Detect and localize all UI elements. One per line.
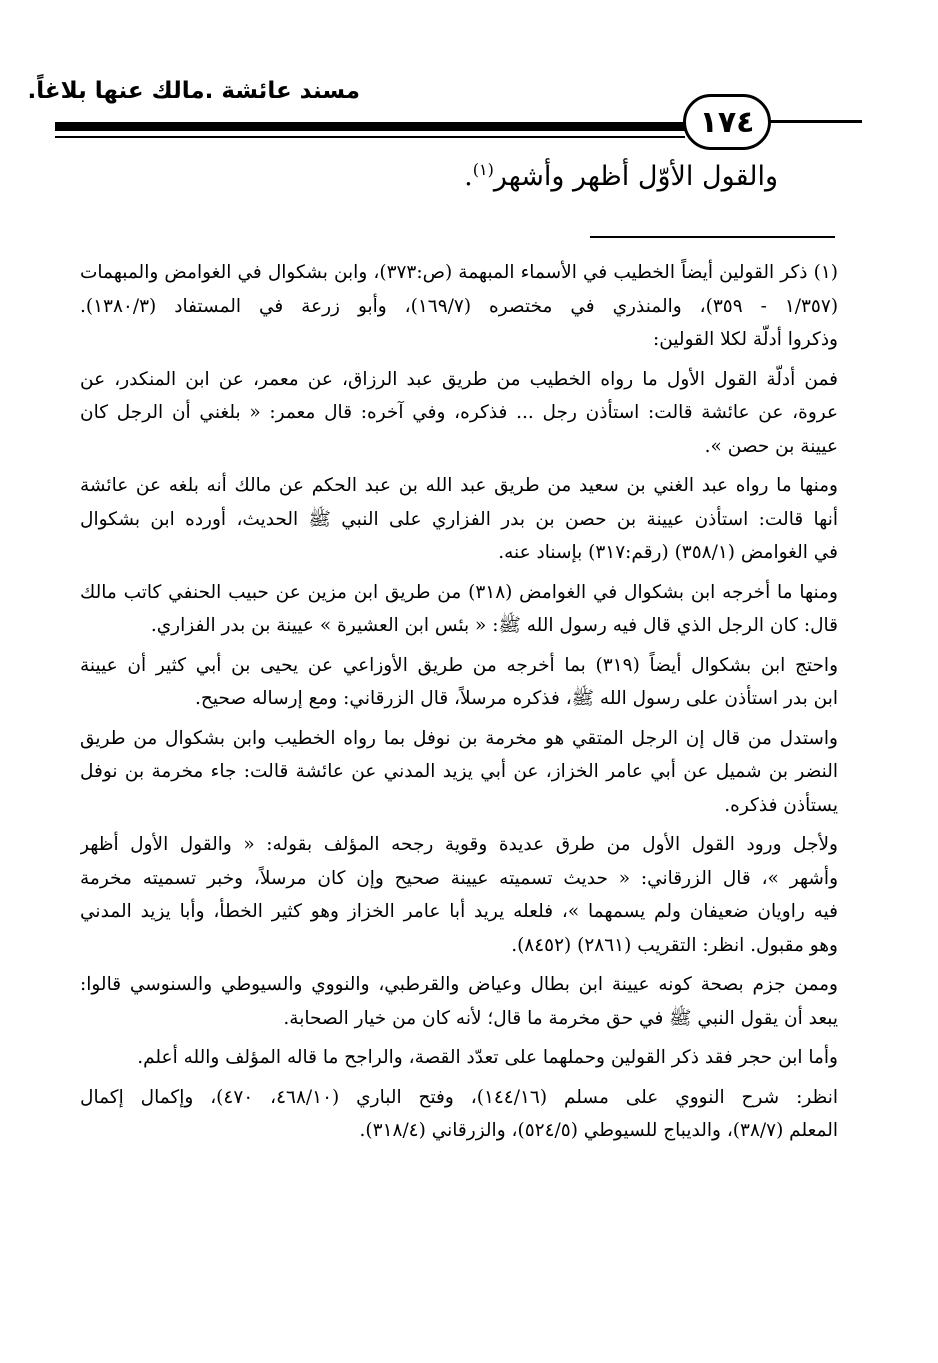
footnote-line: وهو مقبول. انظر: التقريب (٢٨٦١) (٨٤٥٢). [511, 934, 838, 956]
footnote-line: عيينة بن حصن ». [704, 435, 838, 457]
footnote-line: وأشهر »، قال الزرقاني: « حديث تسميته عيينة صحيح وإن كان مرسلاً، وخبر تسميته مخرمة [80, 867, 838, 889]
header-rule-thin [55, 136, 685, 138]
footnote-paragraph [80, 1081, 838, 1148]
main-text [178, 160, 778, 192]
footnote-line: انظر: شرح النووي على مسلم (١٤٤/١٦)، وفتح الباري (٤٦٨/١٠، ٤٧٠)، وإكمال إكمال [80, 1086, 838, 1108]
footnote-line: فمن أدلّة القول الأول ما رواه الخطيب من طريق عبد الرزاق، عن معمر، عن ابن المنكدر، عن [80, 368, 838, 390]
footnote-paragraph [80, 649, 838, 716]
footnote-line: ولأجل ورود القول الأول من طرق عديدة وقوية رجحه المؤلف بقوله: « والقول الأول أظهر [80, 834, 838, 855]
header-rule-right [762, 120, 862, 123]
footnote-line: عروة، عن عائشة قالت: استأذن رجل ... فذكره، وفي آخره: قال معمر: « بلغني أن الرجل كان [80, 402, 838, 423]
footnotes [80, 256, 838, 1148]
footnote-paragraph [80, 576, 838, 643]
page-number: ١٧٤ [699, 104, 755, 140]
footnote-line: وذكروا أدلّة لكلا القولين: [653, 329, 838, 350]
footnote-line: ومنها ما رواه عبد الغني بن سعيد من طريق عبد الله بن عبد الحكم عن مالك أنه بلغه عن عائشة [80, 475, 838, 496]
running-header-title: مسند عائشة .مالك عنها بلاغاً. [27, 78, 360, 104]
footnote-paragraph [80, 722, 838, 823]
footnote-line: أنها قالت: استأذن عيينة بن حصن بن بدر الفزاري على النبي ﷺ الحديث، أورده ابن بشكوال [80, 508, 838, 530]
footnote-paragraph [80, 256, 838, 357]
footnote-line: المعلم (٣٨/٧)، والديباج للسيوطي (٥٢٤/٥)، والزرقاني (٣١٨/٤). [359, 1120, 838, 1141]
footnote-paragraph [80, 968, 838, 1035]
footnote-line: (١) ذكر القولين أيضاً الخطيب في الأسماء المبهمة (ص:٣٧٣)، وابن بشكوال في الغوامض والمبهمات [80, 262, 838, 283]
footnote-paragraph [80, 828, 838, 962]
footnote-line: ابن بدر استأذن على رسول الله ﷺ، فذكره مرسلاً، قال الزرقاني: ومع إرساله صحيح. [195, 688, 838, 709]
main-text-content: والقول الأوّل أظهر وأشهر [493, 161, 778, 192]
footnote-line: (١/٣٥٧ - ٣٥٩)، والمنذري في مختصره (١٦٩/٧)، وأبو زرعة في المستفاد (١٣٨٠/٣). [80, 295, 838, 317]
footnote-line: واستدل من قال إن الرجل المتقي هو مخرمة بن نوفل بما رواه الخطيب وابن بشكوال من طريق [80, 727, 838, 749]
footnote-reference: (١) [472, 160, 494, 179]
footnote-paragraph [80, 363, 838, 464]
footnote-line: يبعد أن يقول النبي ﷺ في حق مخرمة ما قال؛ لأنه كان من خيار الصحابة. [283, 1007, 838, 1029]
page-number-badge [683, 94, 771, 150]
header-rule-thick [55, 122, 685, 131]
footnote-line: ومنها ما أخرجه ابن بشكوال في الغوامض (٣١٨) من طريق ابن مزين عن حبيب الحنفي كاتب مالك [80, 581, 838, 603]
footnote-separator [590, 236, 835, 238]
footnote-line: في الغوامض (٣٥٨/١) (رقم:٣١٧) بإسناد عنه. [498, 542, 838, 563]
footnote-line: وأما ابن حجر فقد ذكر القولين وحملهما على تعدّد القصة، والراجح ما قاله المؤلف والله أعلم. [137, 1047, 838, 1068]
footnote-line: النضر بن شميل عن أبي عامر الخزاز، عن أبي يزيد المدني عن عائشة قالت: جاء مخرمة بن نوفل [80, 761, 838, 782]
footnote-line: يستأذن فذكره. [724, 794, 838, 816]
footnote-line: وممن جزم بصحة كونه عيينة ابن بطال وعياض والقرطبي، والنووي والسيوطي والسنوسي قالوا: [80, 974, 838, 995]
footnote-line: واحتج ابن بشكوال أيضاً (٣١٩) بما أخرجه من طريق الأوزاعي عن يحيى بن أبي كثير أن عيينة [80, 654, 838, 676]
footnote-line: فيه راويان ضعيفان ولم يسمهما »، فلعله يريد أبا عامر الخزاز وهو كثير الخطأ، وأبا يزيد المدني [80, 901, 838, 922]
footnote-line: قال: كان الرجل الذي قال فيه رسول الله ﷺ: « بئس ابن العشيرة » عيينة بن بدر الفزاري. [150, 615, 838, 636]
footnote-paragraph [80, 469, 838, 570]
main-text-end: . [464, 161, 473, 192]
footnote-paragraph [80, 1041, 838, 1075]
